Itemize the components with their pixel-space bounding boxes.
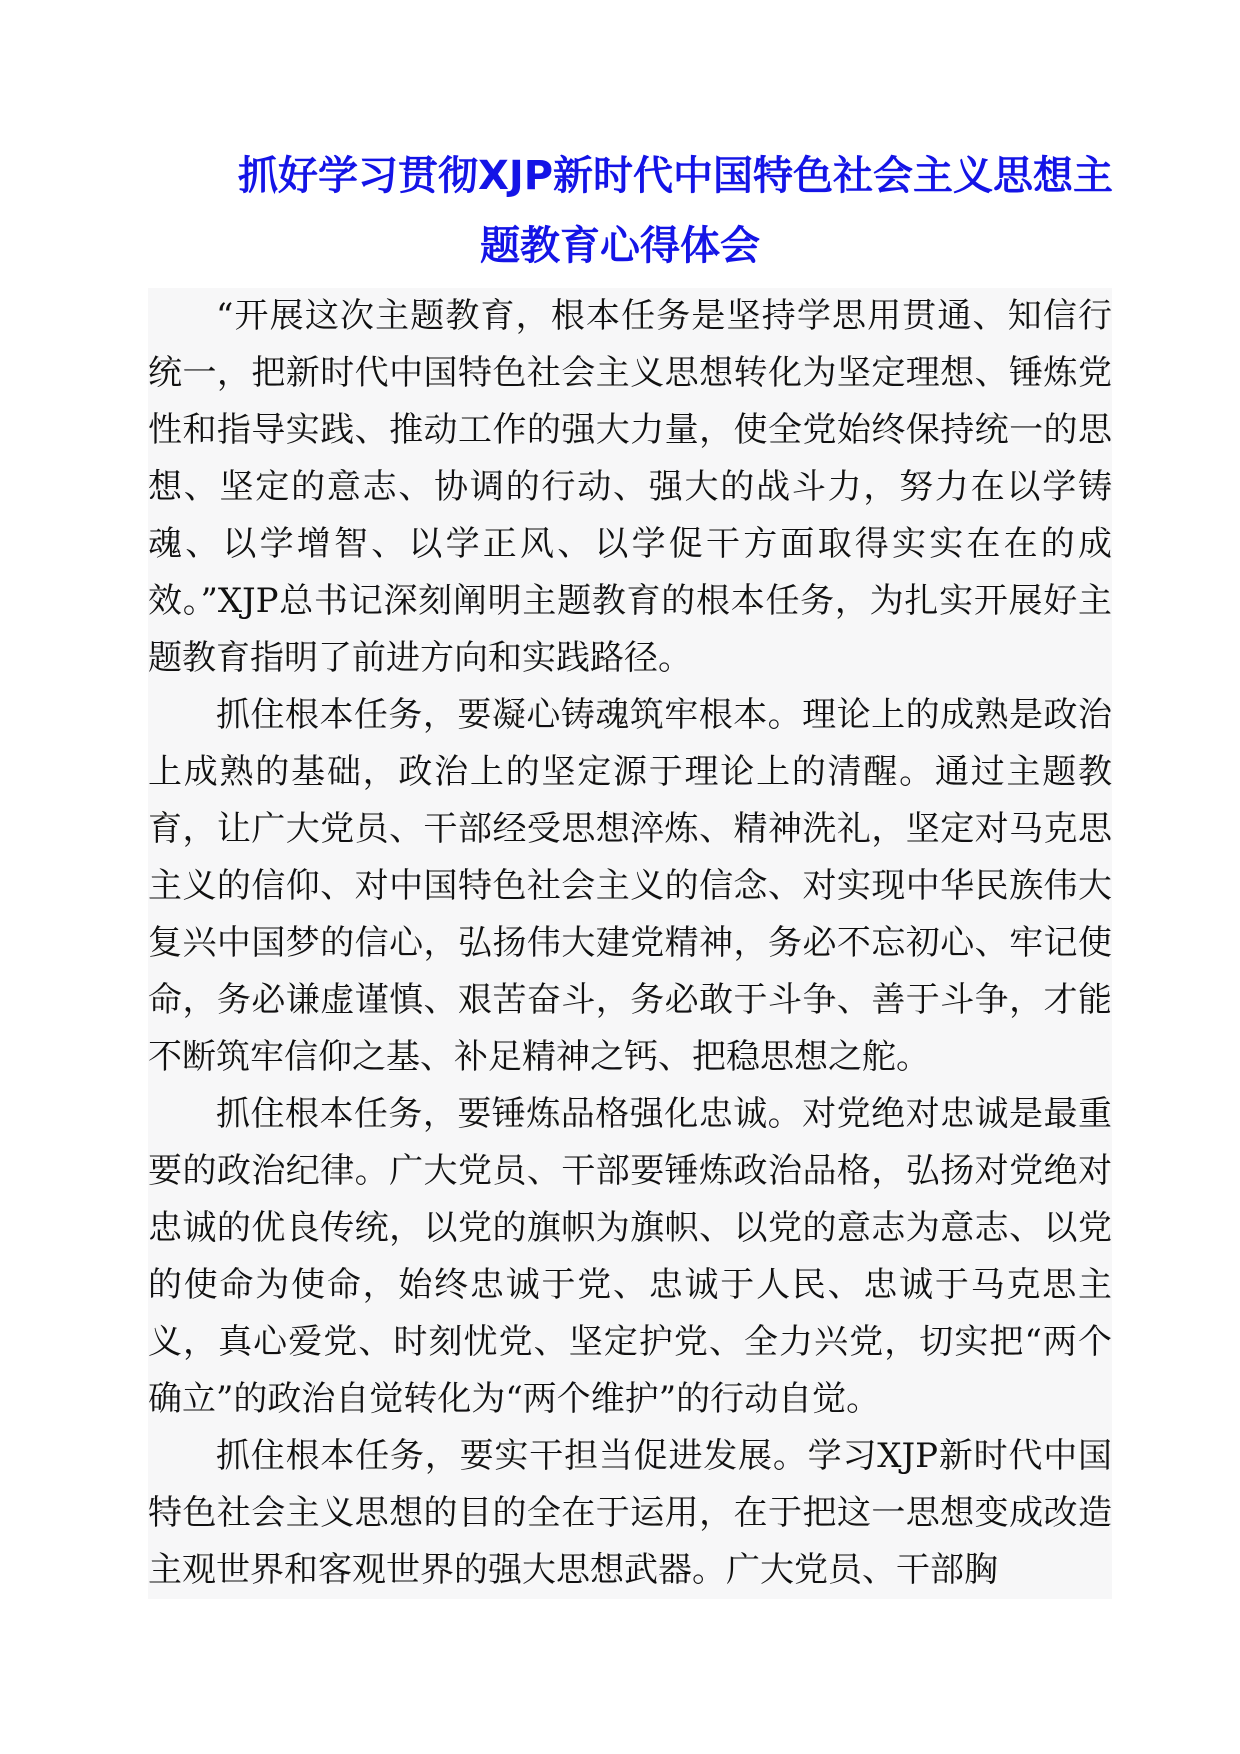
paragraph-1: “开展这次主题教育，根本任务是坚持学思用贯通、知信行统一，把新时代中国特色社会主义思想转化为坚定理想、锤炼党性和指导实践、推动工作的强大力量，使全党始终保持统一的思想、坚定的意志、协调的行动、强大的战斗力，努力在以学铸魂、以学增智、以学正风、以学促干方面取得实实在在的成效。”XJP总书记深刻阐明主题教育的根本任务，为扎实开展好主题教育指明了前进方向和实践路径。: [148, 296, 1112, 678]
paragraph-3: 抓住根本任务，要锤炼品格强化忠诚。对党绝对忠诚是最重要的政治纪律。广大党员、干部要锤炼政治品格，弘扬对党绝对忠诚的优良传统，以党的旗帜为旗帜、以党的意志为意志、以党的使命为使命，始终忠诚于党、忠诚于人民、忠诚于马克思主义，真心爱党、时刻忧党、坚定护党、全力兴党，切实把“两个确立”的政治自觉转化为“两个维护”的行动自觉。: [148, 1094, 1112, 1419]
document-body: [148, 288, 1112, 1599]
paragraph-4: 抓住根本任务，要实干担当促进发展。学习XJP新时代中国特色社会主义思想的目的全在于运用，在于把这一思想变成改造主观世界和客观世界的强大思想武器。广大党员、干部胸: [148, 1436, 1112, 1590]
document-title-line-2: 题教育心得体会: [480, 223, 760, 269]
document-title-line-1: 抓好学习贯彻XJP新时代中国特色社会主义思想主: [238, 153, 1114, 199]
paragraph-2: 抓住根本任务，要凝心铸魂筑牢根本。理论上的成熟是政治上成熟的基础，政治上的坚定源于理论上的清醒。通过主题教育，让广大党员、干部经受思想淬炼、精神洗礼，坚定对马克思主义的信仰、对中国特色社会主义的信念、对实现中华民族伟大复兴中国梦的信心，弘扬伟大建党精神，务必不忘初心、牢记使命，务必谦虚谨慎、艰苦奋斗，务必敢于斗争、善于斗争，才能不断筑牢信仰之基、补足精神之钙、把稳思想之舵。: [148, 695, 1112, 1077]
